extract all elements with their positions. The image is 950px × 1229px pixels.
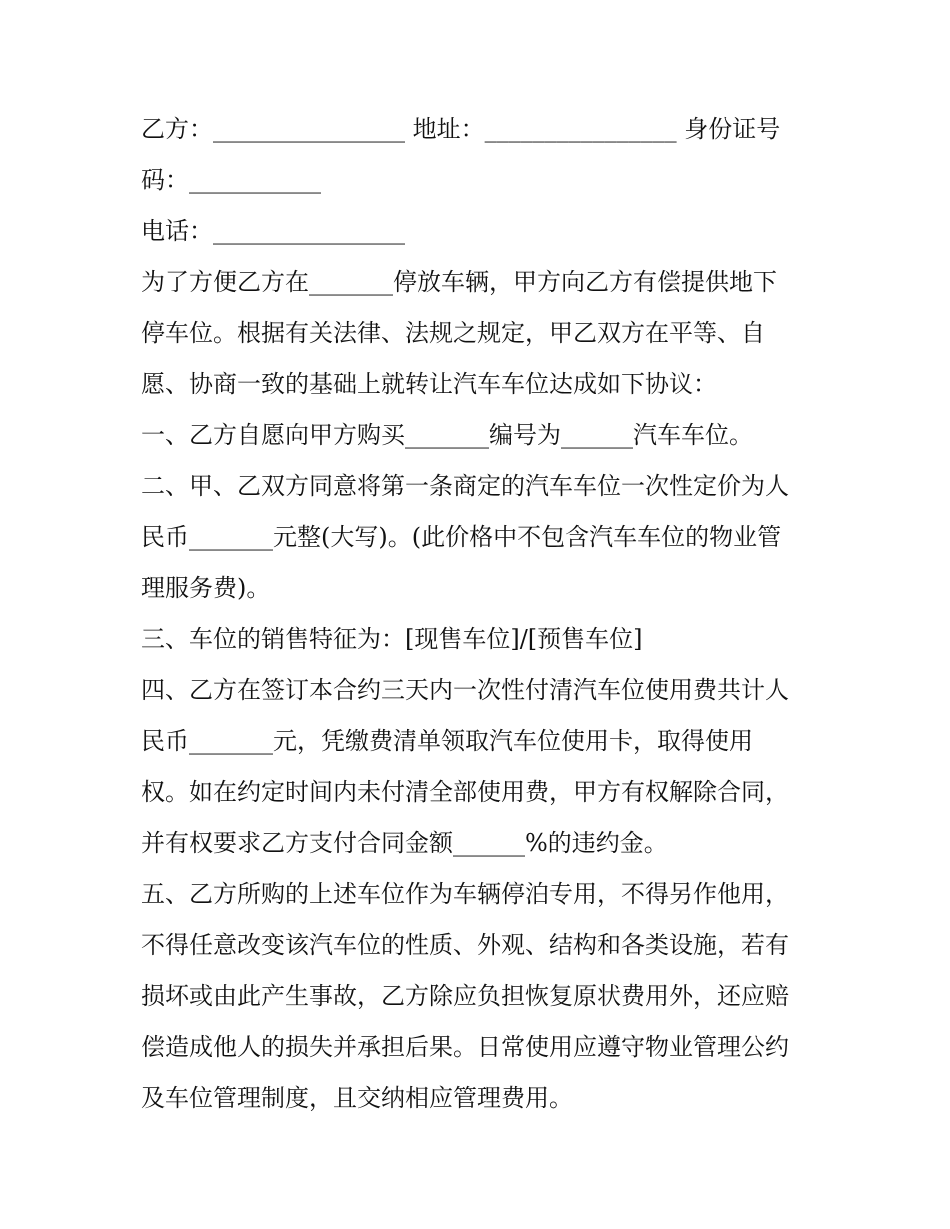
contract-body bbox=[141, 104, 821, 1124]
clause-3-line-1: 三、车位的销售特征为：[现售车位]/[预售车位] bbox=[141, 625, 643, 653]
clause-4-line-2: 民币_______元，凭缴费清单领取汽车位使用卡，取得使用 bbox=[141, 727, 753, 755]
clause-4-line-3: 权。如在约定时间内未付清全部使用费，甲方有权解除合同， bbox=[141, 778, 789, 806]
clause-5-line-1: 五、乙方所购的上述车位作为车辆停泊专用，不得另作他用， bbox=[141, 880, 789, 908]
preamble-line-2: 停车位。根据有关法律、法规之规定，甲乙双方在平等、自 bbox=[141, 319, 765, 347]
clause-5-line-5: 及车位管理制度，且交纳相应管理费用。 bbox=[141, 1084, 573, 1112]
clause-5-line-3: 损坏或由此产生事故，乙方除应负担恢复原状费用外，还应赔 bbox=[141, 982, 789, 1010]
clause-5-line-2: 不得任意改变该汽车位的性质、外观、结构和各类设施，若有 bbox=[141, 931, 789, 959]
party-b-info-line: 乙方：________________ 地址：________________ 身份证号 bbox=[141, 115, 781, 143]
clause-2-line-3: 理服务费)。 bbox=[141, 574, 271, 602]
clause-4-line-4: 并有权要求乙方支付合同金额______%的违约金。 bbox=[141, 829, 668, 857]
clause-1-line-1: 一、乙方自愿向甲方购买_______编号为______汽车车位。 bbox=[141, 421, 753, 449]
clause-2-line-1: 二、甲、乙双方同意将第一条商定的汽车车位一次性定价为人 bbox=[141, 472, 789, 500]
preamble-line-3: 愿、协商一致的基础上就转让汽车车位达成如下协议： bbox=[141, 370, 717, 398]
preamble-line-1: 为了方便乙方在_______停放车辆，甲方向乙方有偿提供地下 bbox=[141, 268, 777, 296]
phone-line: 电话：________________ bbox=[141, 217, 405, 245]
id-number-line: 码：___________ bbox=[141, 166, 321, 194]
clause-2-line-2: 民币_______元整(大写)。(此价格中不包含汽车车位的物业管 bbox=[141, 523, 782, 551]
clause-5-line-4: 偿造成他人的损失并承担后果。日常使用应遵守物业管理公约 bbox=[141, 1033, 789, 1061]
clause-4-line-1: 四、乙方在签订本合约三天内一次性付清汽车位使用费共计人 bbox=[141, 676, 789, 704]
